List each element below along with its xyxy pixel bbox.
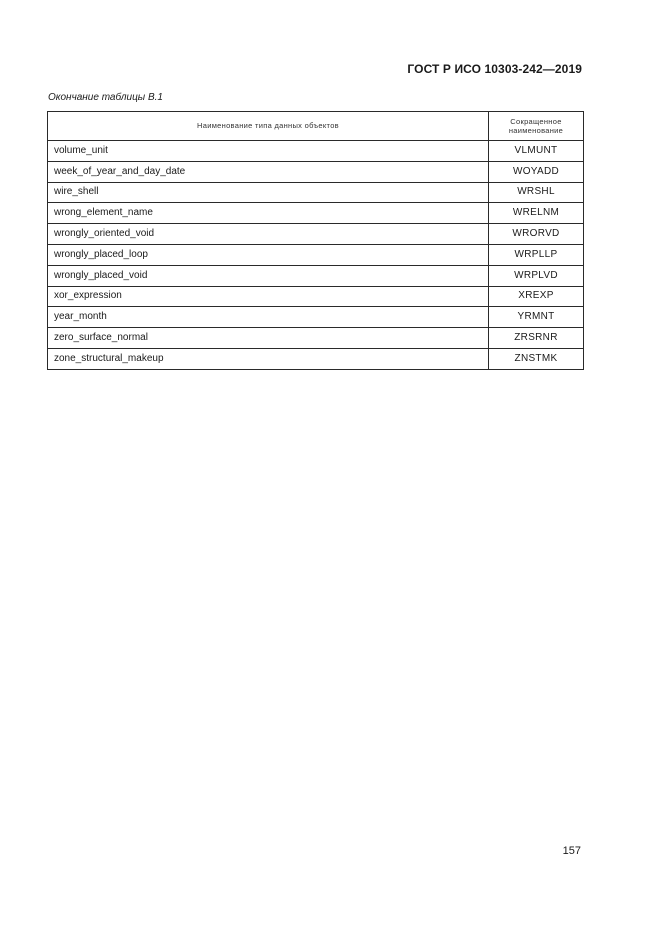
abbreviation-cell: VLMUNT	[489, 141, 584, 162]
entity-name-cell: week_of_year_and_day_date	[48, 161, 489, 182]
entity-name-cell: volume_unit	[48, 141, 489, 162]
table-row	[48, 307, 584, 328]
abbreviation-cell: ZNSTMK	[489, 348, 584, 369]
table-row	[48, 224, 584, 245]
abbreviation-cell: WRPLVD	[489, 265, 584, 286]
entity-name-cell: wrongly_placed_void	[48, 265, 489, 286]
table-row	[48, 161, 584, 182]
entity-name-cell: wrongly_placed_loop	[48, 244, 489, 265]
entity-name-cell: year_month	[48, 307, 489, 328]
table-row	[48, 244, 584, 265]
abbreviation-cell: WOYADD	[489, 161, 584, 182]
column-header-abbreviation: Сокращенное наименование	[489, 112, 584, 141]
abbreviation-cell: WRPLLP	[489, 244, 584, 265]
data-types-table	[47, 111, 584, 370]
abbreviation-cell: XREXP	[489, 286, 584, 307]
entity-name-cell: wrongly_oriented_void	[48, 224, 489, 245]
table-caption: Окончание таблицы В.1	[48, 92, 163, 103]
document-header: ГОСТ Р ИСО 10303-242—2019	[407, 62, 582, 76]
table-header-row	[48, 112, 584, 141]
table-row	[48, 286, 584, 307]
table-row	[48, 265, 584, 286]
abbreviation-cell: WRORVD	[489, 224, 584, 245]
entity-name-cell: wrong_element_name	[48, 203, 489, 224]
page-number: 157	[562, 845, 581, 857]
table-row	[48, 203, 584, 224]
table-row	[48, 328, 584, 349]
abbreviation-cell: WRELNM	[489, 203, 584, 224]
entity-name-cell: xor_expression	[48, 286, 489, 307]
abbreviation-cell: ZRSRNR	[489, 328, 584, 349]
table-row	[48, 348, 584, 369]
table-row	[48, 182, 584, 203]
entity-name-cell: zero_surface_normal	[48, 328, 489, 349]
entity-name-cell: zone_structural_makeup	[48, 348, 489, 369]
abbreviation-cell: YRMNT	[489, 307, 584, 328]
column-header-name: Наименование типа данных объектов	[48, 112, 489, 141]
abbreviation-cell: WRSHL	[489, 182, 584, 203]
table-row	[48, 141, 584, 162]
entity-name-cell: wire_shell	[48, 182, 489, 203]
